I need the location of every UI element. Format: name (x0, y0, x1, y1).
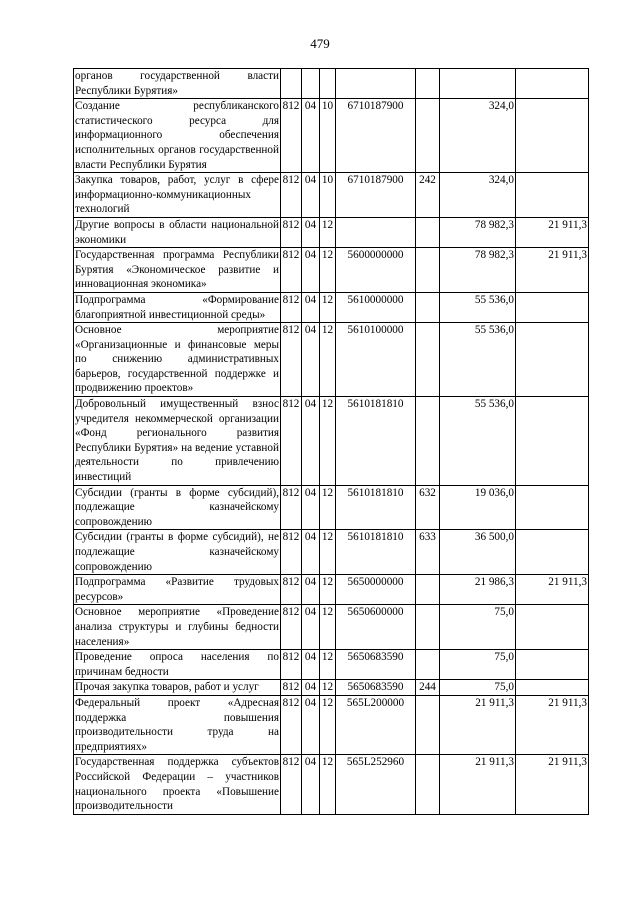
expense-type-cell (416, 323, 440, 397)
subsection-code-cell: 12 (320, 217, 336, 247)
expense-type-cell (416, 248, 440, 293)
amount-total-cell: 324,0 (440, 99, 516, 173)
amount-federal-cell (516, 650, 589, 680)
expense-type-cell (416, 650, 440, 680)
grbs-code-cell: 812 (281, 755, 302, 814)
amount-federal-cell: 21 911,3 (516, 575, 589, 605)
section-code-cell: 04 (302, 292, 320, 322)
grbs-code-cell: 812 (281, 485, 302, 530)
amount-total-cell: 55 536,0 (440, 323, 516, 397)
row-name-cell: Подпрограмма «Формирование благоприятной инвестиционной среды» (74, 292, 281, 322)
row-name-cell: Субсидии (гранты в форме субсидий), подлежащие казначейскому сопровождению (74, 485, 281, 530)
amount-federal-cell (516, 605, 589, 650)
row-name-cell: Другие вопросы в области национальной экономики (74, 217, 281, 247)
expense-type-cell: 632 (416, 485, 440, 530)
subsection-code-cell: 12 (320, 650, 336, 680)
section-code-cell: 04 (302, 217, 320, 247)
section-code-cell: 04 (302, 530, 320, 575)
subsection-code-cell: 12 (320, 605, 336, 650)
grbs-code-cell: 812 (281, 248, 302, 293)
table-row (74, 292, 589, 322)
subsection-code-cell: 12 (320, 248, 336, 293)
amount-federal-cell (516, 292, 589, 322)
expense-type-cell (416, 217, 440, 247)
subsection-code-cell: 10 (320, 173, 336, 218)
amount-total-cell: 78 982,3 (440, 217, 516, 247)
expense-type-cell (416, 605, 440, 650)
amount-total-cell: 75,0 (440, 650, 516, 680)
section-code-cell: 04 (302, 650, 320, 680)
grbs-code-cell: 812 (281, 323, 302, 397)
expense-type-cell: 633 (416, 530, 440, 575)
table-row (74, 217, 589, 247)
row-name-cell: Федеральный проект «Адресная поддержка повышения производительности труда на предприятиях» (74, 695, 281, 754)
target-article-cell: 5650683590 (336, 680, 416, 696)
amount-total-cell: 78 982,3 (440, 248, 516, 293)
row-name-cell: Добровольный имущественный взнос учредителя некоммерческой организации «Фонд регионального развития Республики Бурятия» на ведение уставной деятельности по привлечению инвестиций (74, 397, 281, 486)
grbs-code-cell: 812 (281, 575, 302, 605)
subsection-code-cell: 12 (320, 530, 336, 575)
section-code-cell: 04 (302, 755, 320, 814)
amount-total-cell: 55 536,0 (440, 397, 516, 486)
table-row (74, 605, 589, 650)
expense-type-cell (416, 292, 440, 322)
section-code-cell: 04 (302, 173, 320, 218)
amount-federal-cell: 21 911,3 (516, 248, 589, 293)
expense-type-cell: 242 (416, 173, 440, 218)
target-article-cell: 5610181810 (336, 485, 416, 530)
row-name-cell: Государственная поддержка субъектов Российской Федерации – участников национального проекта «Повышение производительности (74, 755, 281, 814)
row-name-cell: Субсидии (гранты в форме субсидий), не подлежащие казначейскому сопровождению (74, 530, 281, 575)
amount-federal-cell: 21 911,3 (516, 217, 589, 247)
expense-type-cell (416, 755, 440, 814)
table-row (74, 69, 589, 99)
amount-federal-cell (516, 69, 589, 99)
expense-type-cell (416, 397, 440, 486)
amount-federal-cell: 21 911,3 (516, 755, 589, 814)
section-code-cell: 04 (302, 695, 320, 754)
table-row (74, 397, 589, 486)
target-article-cell (336, 217, 416, 247)
section-code-cell: 04 (302, 485, 320, 530)
subsection-code-cell: 12 (320, 695, 336, 754)
row-name-cell: Подпрограмма «Развитие трудовых ресурсов» (74, 575, 281, 605)
grbs-code-cell: 812 (281, 397, 302, 486)
grbs-code-cell: 812 (281, 605, 302, 650)
subsection-code-cell (320, 69, 336, 99)
subsection-code-cell: 10 (320, 99, 336, 173)
table-row (74, 575, 589, 605)
table-row (74, 485, 589, 530)
expense-type-cell (416, 575, 440, 605)
target-article-cell: 5610000000 (336, 292, 416, 322)
grbs-code-cell: 812 (281, 680, 302, 696)
amount-total-cell: 21 986,3 (440, 575, 516, 605)
amount-federal-cell (516, 485, 589, 530)
section-code-cell: 04 (302, 99, 320, 173)
row-name-cell: Государственная программа Республики Бурятия «Экономическое развитие и инновационная экономика» (74, 248, 281, 293)
target-article-cell: 5650000000 (336, 575, 416, 605)
row-name-cell: Основное мероприятие «Организационные и финансовые меры по снижению административных барьеров, государственной поддержке и продвижению проектов» (74, 323, 281, 397)
amount-federal-cell (516, 680, 589, 696)
row-name-cell: Закупка товаров, работ, услуг в сфере информационно-коммуникационных технологий (74, 173, 281, 218)
amount-total-cell: 75,0 (440, 680, 516, 696)
subsection-code-cell: 12 (320, 575, 336, 605)
target-article-cell: 5610181810 (336, 530, 416, 575)
row-name-cell: Создание республиканского статистического ресурса для информационного обеспечения исполнительных органов государственной власти Республики Бурятия (74, 99, 281, 173)
expense-type-cell (416, 695, 440, 754)
row-name-cell: Основное мероприятие «Проведение анализа структуры и глубины бедности населения» (74, 605, 281, 650)
amount-federal-cell (516, 530, 589, 575)
table-row (74, 755, 589, 814)
target-article-cell: 565L252960 (336, 755, 416, 814)
target-article-cell: 5650683590 (336, 650, 416, 680)
section-code-cell: 04 (302, 575, 320, 605)
expense-type-cell (416, 99, 440, 173)
section-code-cell: 04 (302, 397, 320, 486)
table-row (74, 323, 589, 397)
amount-total-cell: 55 536,0 (440, 292, 516, 322)
subsection-code-cell: 12 (320, 680, 336, 696)
budget-table-body (74, 69, 589, 815)
grbs-code-cell: 812 (281, 695, 302, 754)
target-article-cell: 5650600000 (336, 605, 416, 650)
table-row (74, 530, 589, 575)
table-row (74, 173, 589, 218)
grbs-code-cell: 812 (281, 99, 302, 173)
row-name-cell: Прочая закупка товаров, работ и услуг (74, 680, 281, 696)
target-article-cell: 5610100000 (336, 323, 416, 397)
row-name-cell: Проведение опроса населения по причинам бедности (74, 650, 281, 680)
subsection-code-cell: 12 (320, 323, 336, 397)
grbs-code-cell (281, 69, 302, 99)
target-article-cell: 6710187900 (336, 99, 416, 173)
target-article-cell: 5600000000 (336, 248, 416, 293)
table-row (74, 680, 589, 696)
subsection-code-cell: 12 (320, 292, 336, 322)
grbs-code-cell: 812 (281, 217, 302, 247)
table-row (74, 99, 589, 173)
amount-total-cell: 324,0 (440, 173, 516, 218)
grbs-code-cell: 812 (281, 292, 302, 322)
subsection-code-cell: 12 (320, 755, 336, 814)
amount-total-cell: 21 911,3 (440, 695, 516, 754)
grbs-code-cell: 812 (281, 650, 302, 680)
table-row (74, 650, 589, 680)
expense-type-cell (416, 69, 440, 99)
budget-table (73, 68, 589, 815)
subsection-code-cell: 12 (320, 485, 336, 530)
section-code-cell (302, 69, 320, 99)
amount-federal-cell (516, 99, 589, 173)
amount-total-cell: 36 500,0 (440, 530, 516, 575)
amount-total-cell: 75,0 (440, 605, 516, 650)
amount-federal-cell (516, 323, 589, 397)
expense-type-cell: 244 (416, 680, 440, 696)
grbs-code-cell: 812 (281, 173, 302, 218)
amount-total-cell: 19 036,0 (440, 485, 516, 530)
section-code-cell: 04 (302, 680, 320, 696)
page-number: 479 (310, 36, 330, 51)
section-code-cell: 04 (302, 323, 320, 397)
amount-federal-cell (516, 173, 589, 218)
amount-federal-cell (516, 397, 589, 486)
section-code-cell: 04 (302, 248, 320, 293)
amount-total-cell (440, 69, 516, 99)
subsection-code-cell: 12 (320, 397, 336, 486)
target-article-cell (336, 69, 416, 99)
grbs-code-cell: 812 (281, 530, 302, 575)
row-name-cell: органов государственной власти Республики Бурятия» (74, 69, 281, 99)
amount-federal-cell: 21 911,3 (516, 695, 589, 754)
table-row (74, 695, 589, 754)
target-article-cell: 5610181810 (336, 397, 416, 486)
target-article-cell: 6710187900 (336, 173, 416, 218)
section-code-cell: 04 (302, 605, 320, 650)
table-row (74, 248, 589, 293)
amount-total-cell: 21 911,3 (440, 755, 516, 814)
target-article-cell: 565L200000 (336, 695, 416, 754)
